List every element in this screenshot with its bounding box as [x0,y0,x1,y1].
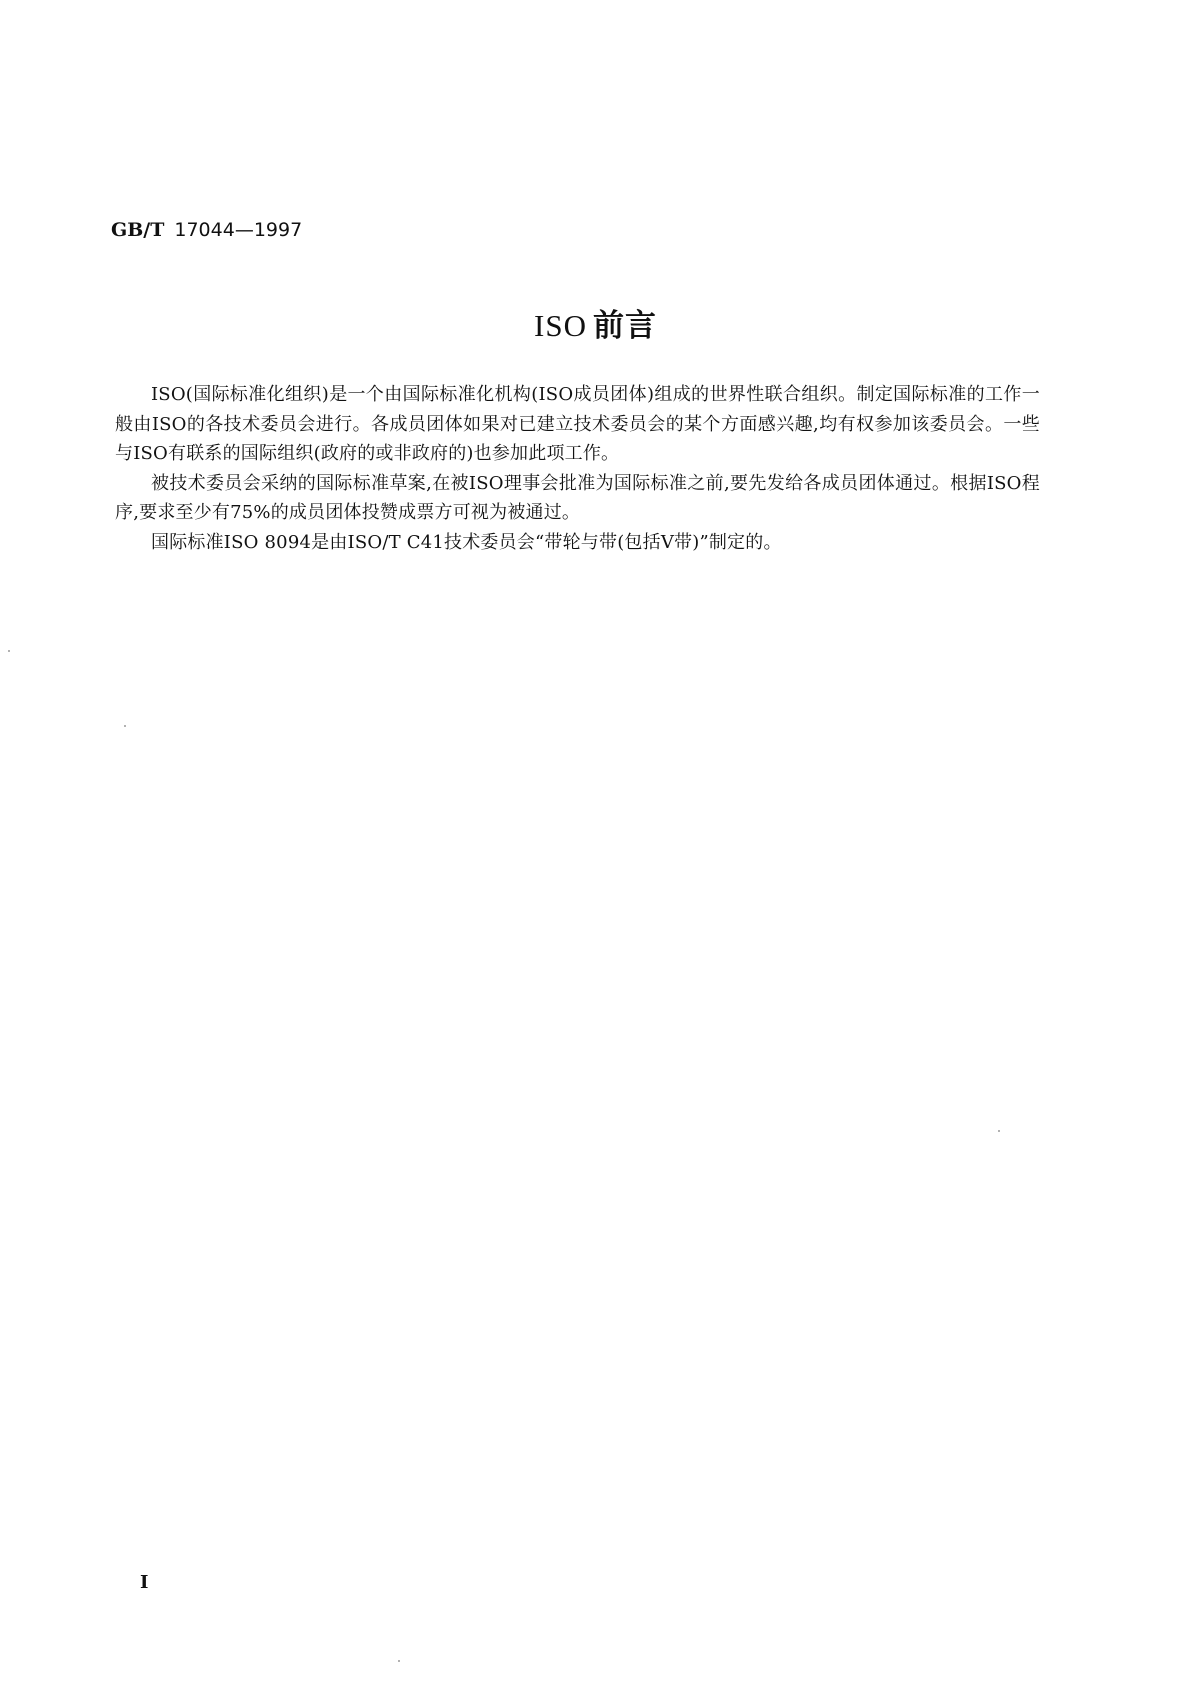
standard-prefix: GB/T [111,219,165,241]
paragraph-1: ISO(国际标准化组织)是一个由国际标准化机构(ISO成员团体)组成的世界性联合组织。制定国际标准的工作一般由ISO的各技术委员会进行。各成员团体如果对已建立技术委员会的某个方面感兴趣,均有权参加该委员会。一些与ISO有联系的国际组织(政府的或非政府的)也参加此项工作。 [115,384,1040,464]
title-cjk: 前言 [592,308,657,344]
title-latin: ISO [534,308,587,343]
scan-speck [124,725,126,727]
page-number: I [140,1572,149,1593]
scan-speck [8,650,10,652]
standard-number: 17044—1997 [174,219,303,241]
standard-code [111,218,302,242]
scan-speck [398,1660,400,1662]
paragraph-3: 国际标准ISO 8094是由ISO/T C41技术委员会“带轮与带(包括V带)”制定的。 [151,531,782,553]
scan-speck [998,1130,1000,1132]
page-title [0,306,1191,346]
paragraph-2: 被技术委员会采纳的国际标准草案,在被ISO理事会批准为国际标准之前,要先发给各成员团体通过。根据ISO程序,要求至少有75%的成员团体投赞成票方可视为被通过。 [115,472,1040,523]
foreword-body [115,380,1040,557]
